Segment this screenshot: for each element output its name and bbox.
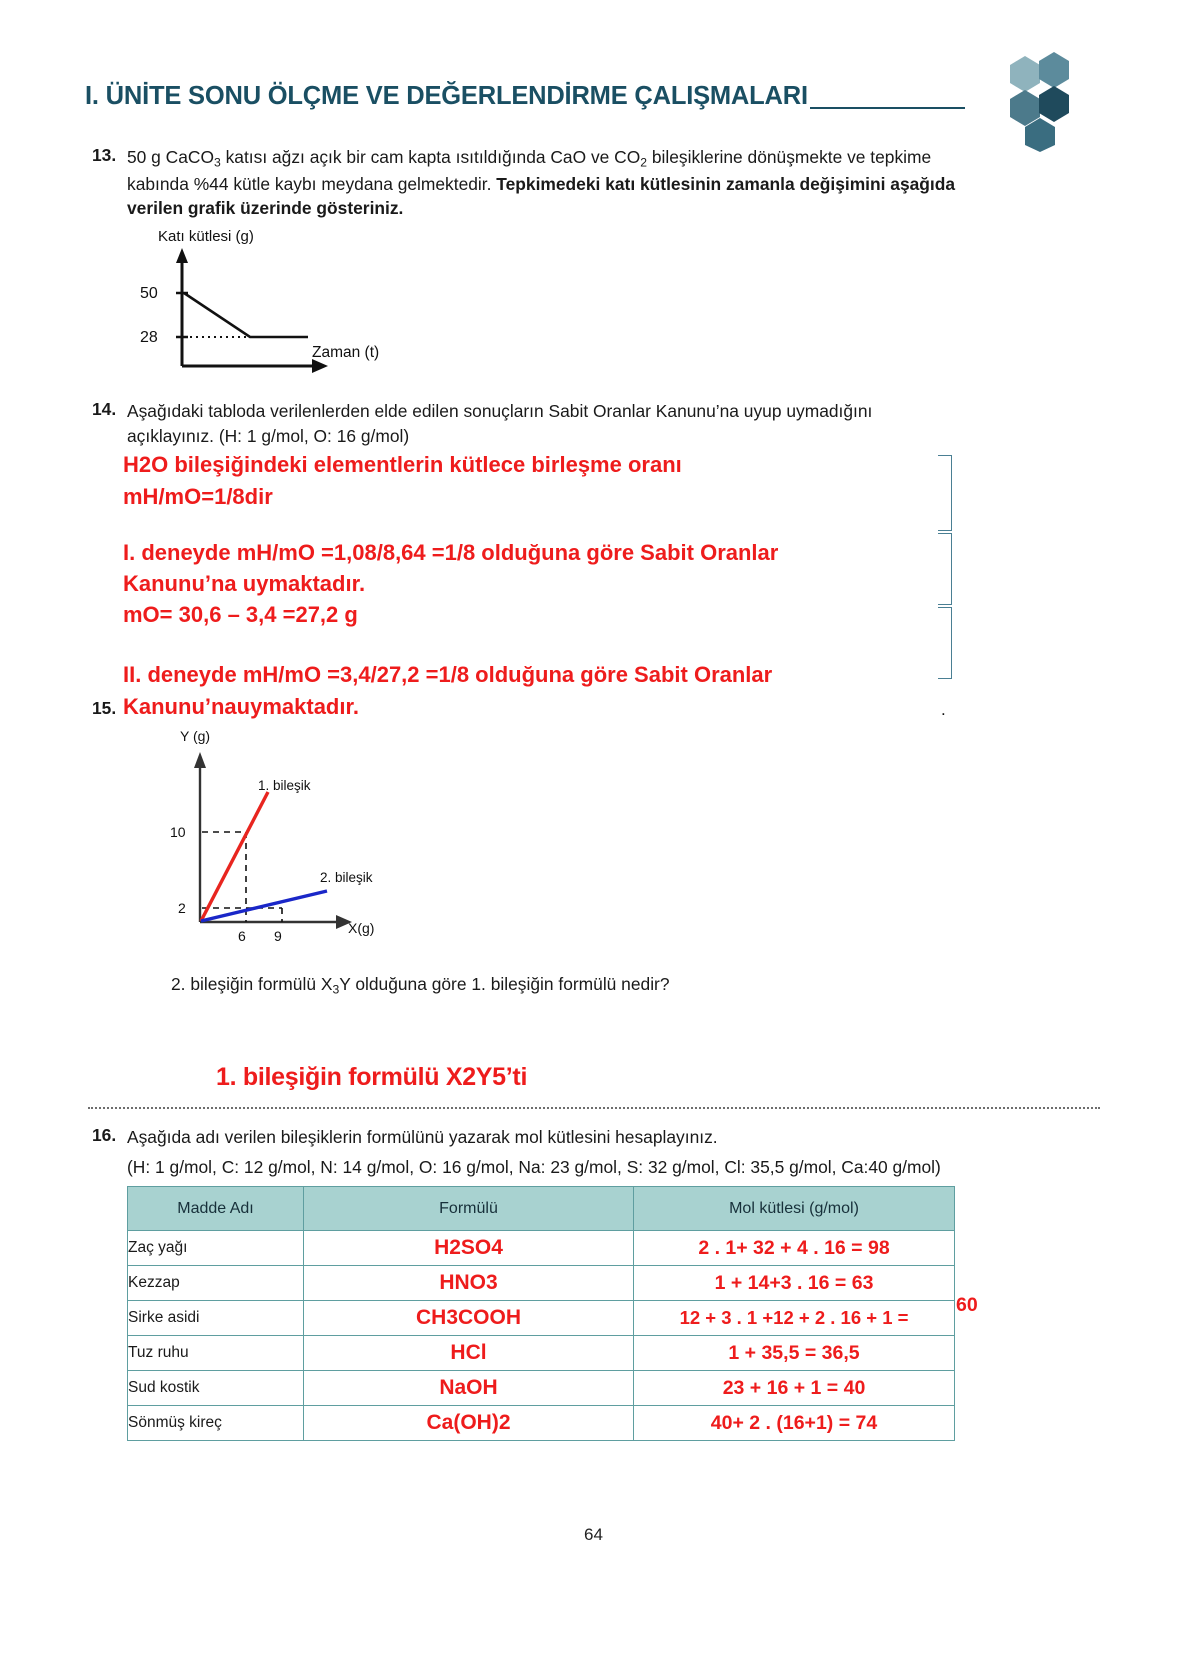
question-14-number: 14. [92,399,117,419]
page-title: I. ÜNİTE SONU ÖLÇME VE DEĞERLENDİRME ÇALIŞMALARI [85,82,808,110]
q15-sub-prefix: 2. bileşiğin formülü X [171,974,333,994]
column-header-name: Madde Adı [128,1187,304,1231]
mol-mass-table [127,1186,955,1441]
question-14-text: Aşağıdaki tabloda verilenlerden elde edilen sonuçların Sabit Oranlar Kanunu’na uyup uymadığını açıklayınız. (H: 1 g/mol, O: 16 g/mol) [127,401,873,446]
q15-x-axis-label: X(g) [348,920,375,936]
table-bracket-mid [938,533,952,605]
page-header [85,82,1105,142]
table-row [128,1336,955,1371]
q13-text-bold: Tepkimedeki katı kütlesinin zamanla değişimini aşağıda verilen grafik üzerinde gösteriniz. [127,173,956,219]
q15-answer: 1. bileşiğin formülü X2Y5’ti [216,1063,528,1091]
q14-answer-line-1: H2O bileşiğindeki elementlerin kütlece birleşme oranı [123,452,682,477]
cell-formula: HCl [304,1336,634,1371]
q14-answer-line-4: Kanunu’na uymaktadır. [123,571,366,596]
question-15-subquestion [171,972,971,999]
cell-formula: HNO3 [304,1266,634,1301]
q13-plot-area [140,228,440,378]
q13-y-tick-28: 28 [140,329,158,346]
question-13-number: 13. [92,145,117,165]
cell-name: Sud kostik [128,1371,304,1406]
cell-mass: 2 . 1+ 32 + 4 . 16 = 98 [634,1231,955,1266]
q14-answer-line-7: Kanunu’nauymaktadır. [123,694,359,719]
cell-name: Zaç yağı [128,1231,304,1266]
q13-text-1: 50 g CaCO [127,147,214,167]
q13-graph [140,228,440,378]
q15-sub-subscript: 3 [332,982,340,997]
q13-sub-2: 2 [640,155,648,170]
q14-answer-line-2: mH/mO=1/8dir [123,484,273,509]
q13-sub-1: 3 [214,155,221,170]
q14-answer-line-3: I. deneyde mH/mO =1,08/8,64 =1/8 olduğuna göre Sabit Oranlar [123,540,779,565]
table-row [128,1371,955,1406]
q13-y-axis-label: Katı kütlesi (g) [158,228,254,245]
cell-mass: 23 + 16 + 1 = 40 [634,1371,955,1406]
question-16-text: Aşağıda adı verilen bileşiklerin formülünü yazarak mol kütlesini hesaplayınız. [127,1127,718,1147]
section-divider [88,1107,1100,1109]
q13-y-tick-50: 50 [140,285,158,302]
cell-name: Sönmüş kireç [128,1406,304,1441]
column-header-formula: Formülü [304,1187,634,1231]
table-bracket-bottom [938,607,952,679]
q15-graph [170,728,430,953]
question-15-number: 15. [92,698,117,718]
q15-x-tick-9: 9 [274,928,282,944]
cell-name: Tuz ruhu [128,1336,304,1371]
q15-sub-suffix: Y olduğuna göre 1. bileşiğin formülü nedir? [339,974,670,994]
table-row [128,1301,955,1336]
cell-mass: 1 + 35,5 = 36,5 [634,1336,955,1371]
table-row [128,1406,955,1441]
cell-formula: CH3COOH [304,1301,634,1336]
cell-name: Sirke asidi [128,1301,304,1336]
q15-series-2-label: 2. bileşik [320,870,373,885]
cell-mass: 12 + 3 . 1 +12 + 2 . 16 + 1 = [634,1301,955,1336]
page-number: 64 [584,1525,603,1544]
header-rule [810,107,965,109]
table-row [128,1266,955,1301]
question-13-text [127,145,962,221]
q15-x-tick-6: 6 [238,928,246,944]
column-header-mass: Mol kütlesi (g/mol) [634,1187,955,1231]
cell-formula: H2SO4 [304,1231,634,1266]
question-16-given-values: (H: 1 g/mol, C: 12 g/mol, N: 14 g/mol, O: 16 g/mol, Na: 23 g/mol, S: 32 g/mol, Cl: 35,5 g/mol, Ca:40 g/mol) [127,1157,941,1177]
cell-mass-overflow: 60 [956,1294,978,1316]
cell-mass: 1 + 14+3 . 16 = 63 [634,1266,955,1301]
cell-mass: 40+ 2 . (16+1) = 74 [634,1406,955,1441]
hexagon-cluster-icon [970,52,1090,152]
q13-text-2: katısı ağzı açık bir cam kapta ısıtıldığında CaO ve CO [220,147,641,167]
q15-y-axis-label: Y (g) [180,728,211,744]
q14-answer-line-5: mO= 30,6 – 3,4 =27,2 g [123,602,358,627]
q13-x-axis-label: Zaman (t) [312,344,380,361]
table-bracket-top [938,455,952,531]
cell-formula: Ca(OH)2 [304,1406,634,1441]
table-row [128,1231,955,1266]
q13-text-3: bileşiklerine dönüşmekte ve tepkime kabında %44 kütle kaybı meydana gelmektedir. [127,147,932,194]
question-15-text-remnant: . [941,700,946,719]
q15-plot-area [170,728,430,953]
q15-y-tick-10: 10 [170,824,186,840]
table-header-row [128,1187,955,1231]
q15-series-1-label: 1. bileşik [258,778,311,793]
q15-y-tick-2: 2 [178,900,186,916]
cell-formula: NaOH [304,1371,634,1406]
cell-name: Kezzap [128,1266,304,1301]
q14-answer-line-6: II. deneyde mH/mO =3,4/27,2 =1/8 olduğuna göre Sabit Oranlar [123,662,773,687]
question-16-number: 16. [92,1125,117,1145]
